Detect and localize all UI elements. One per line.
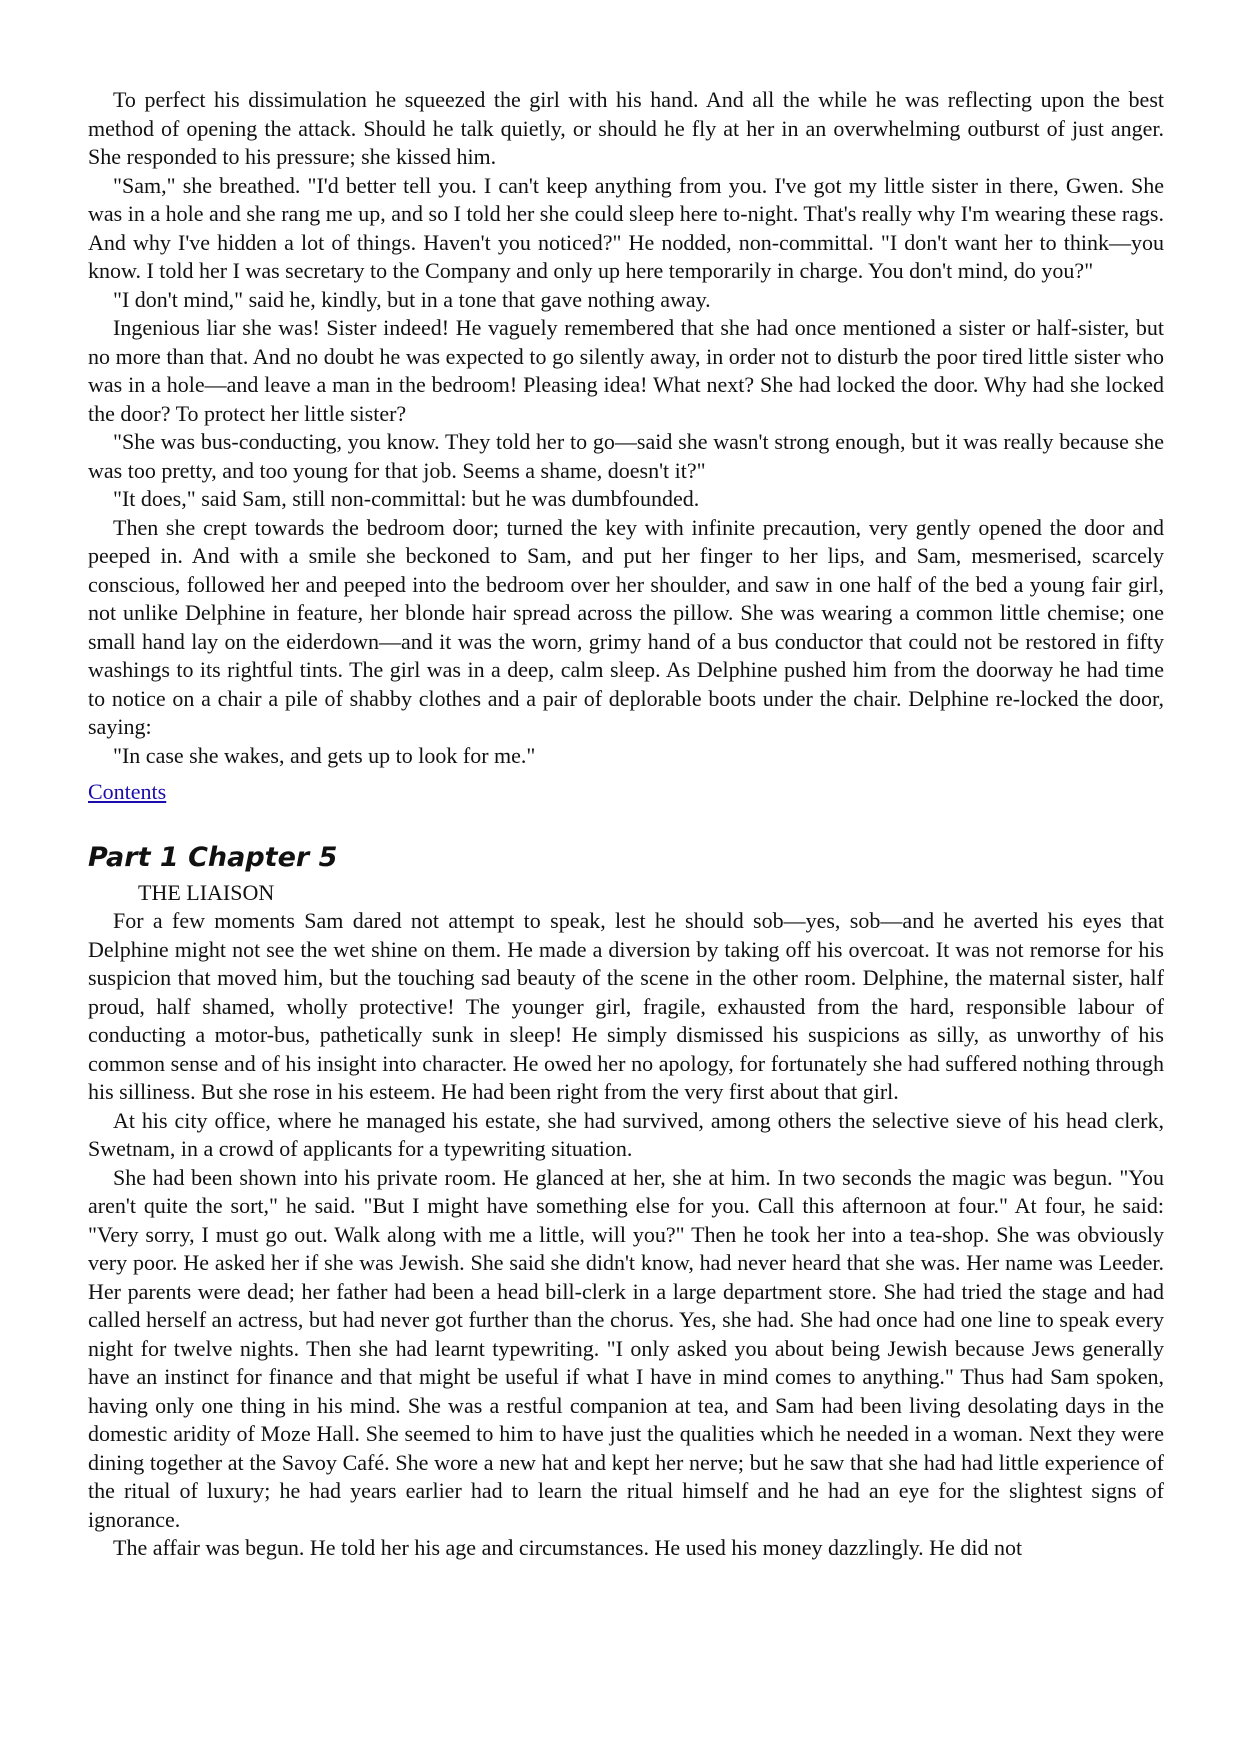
paragraph: "It does," said Sam, still non-committal: but he was dumbfounded. [113, 486, 700, 511]
paragraph: For a few moments Sam dared not attempt to speak, lest he should sob—yes, sob—and he averted his eyes that Delphine might not see the wet shine on them. He made a diversion by taking off his overcoat. It was not remorse for his suspicion that moved him, but the touching sad beauty of the scene in the other room. Delphine, the maternal sister, half proud, half shamed, wholly protective! The younger girl, fragile, exhausted from the hard, responsible labour of conducting a motor-bus, pathetically sunk in sleep! He simply dismissed his suspicions as silly, as unworthy of his common sense and of his insight into character. He owed her no apology, for fortunately she had suffered nothing through his silliness. But she rose in his esteem. He had been right from the very first about that girl. [88, 908, 1164, 1104]
paragraph: Then she crept towards the bedroom door; turned the key with infinite precaution, very gently opened the door and peeped in. And with a smile she beckoned to Sam, and put her finger to her lips, and Sam, mesmerised, scarcely conscious, followed her and peeped into the bedroom over her shoulder, and saw in one half of the bed a young fair girl, not unlike Delphine in feature, her blonde hair spread across the pillow. She was wearing a common little chemise; one small hand lay on the eiderdown—and it was the worn, grimy hand of a bus conductor that could not be restored in fifty washings to its rightful tints. The girl was in a deep, calm sleep. As Delphine pushed him from the doorway he had time to notice on a chair a pile of shabby clothes and a pair of deplorable boots under the chair. Delphine re-locked the door, saying: [88, 514, 1164, 739]
chapter-subtitle: THE LIAISON [138, 879, 275, 905]
paragraph: The affair was begun. He told her his age and circumstances. He used his money dazzlingly. He did not [113, 1535, 1023, 1560]
paragraph: "In case she wakes, and gets up to look for me." [113, 742, 536, 768]
paragraph: At his city office, where he managed his estate, she had survived, among others the selective sieve of his head clerk, Swetnam, in a crowd of applicants for a typewriting situation. [88, 1107, 1164, 1161]
paragraph: "Sam," she breathed. "I'd better tell you. I can't keep anything from you. I've got my little sister in there, Gwen. She was in a hole and she rang me up, and so I told her she could sleep here to-night. That's really why I'm wearing these rags. And why I've hidden a lot of things. Haven't you noticed?" He nodded, non-committal. "I don't want her to think—you know. I told her I was secretary to the Company and only up here temporarily in charge. You don't mind, do you?" [88, 172, 1164, 283]
contents-link[interactable]: Contents [88, 779, 167, 804]
paragraph: "I don't mind," said he, kindly, but in a tone that gave nothing away. [113, 286, 711, 312]
book-page [88, 86, 1164, 1563]
paragraph: "She was bus-conducting, you know. They told her to go—said she wasn't strong enough, but it was really because she was too pretty, and too young for that job. Seems a shame, doesn't it?" [88, 429, 1164, 483]
paragraph: She had been shown into his private room. He glanced at her, she at him. In two seconds the magic was begun. "You aren't quite the sort," he said. "But I might have something else for you. Call this afternoon at four." At four, he said: "Very sorry, I must go out. Walk along with me a little, will you?" Then he took her into a tea-shop. She was obviously very poor. He asked her if she was Jewish. She said she didn't know, had never heard that she was. Her name was Leeder. Her parents were dead; her father had been a head bill-clerk in a large department store. She had tried the stage and had called herself an actress, but had never got further than the chorus. Yes, she had. She had once had one line to speak every night for twelve nights. Then she had learnt typewriting. "I only asked you about being Jewish because Jews generally have an instinct for finance and that might be useful if what I have in mind comes to anything." Thus had Sam spoken, having only one thing in his mind. She was a restful companion at tea, and Sam had been living desolating days in the domestic aridity of Moze Hall. She seemed to him to have just the qualities which he needed in a woman. Next they were dining together at the Savoy Café. She wore a new hat and kept her nerve; but he saw that she had had little experience of the ritual of luxury; he had years earlier had to learn the ritual himself and he had an eye for the slightest signs of ignorance. [88, 1164, 1164, 1532]
chapter-title: Part 1 Chapter 5 [88, 841, 338, 873]
paragraph: Ingenious liar she was! Sister indeed! He vaguely remembered that she had once mentioned a sister or half-sister, but no more than that. And no doubt he was expected to go silently away, in order not to disturb the poor tired little sister who was in a hole—and leave a man in the bedroom! Pleasing idea! What next? She had locked the door. Why had she locked the door? To protect her little sister? [88, 315, 1164, 426]
paragraph: To perfect his dissimulation he squeezed the girl with his hand. And all the while he was reflecting upon the best method of opening the attack. Should he talk quietly, or should he fly at her in an overwhelming outburst of just anger. She responded to his pressure; she kissed him. [88, 87, 1164, 169]
